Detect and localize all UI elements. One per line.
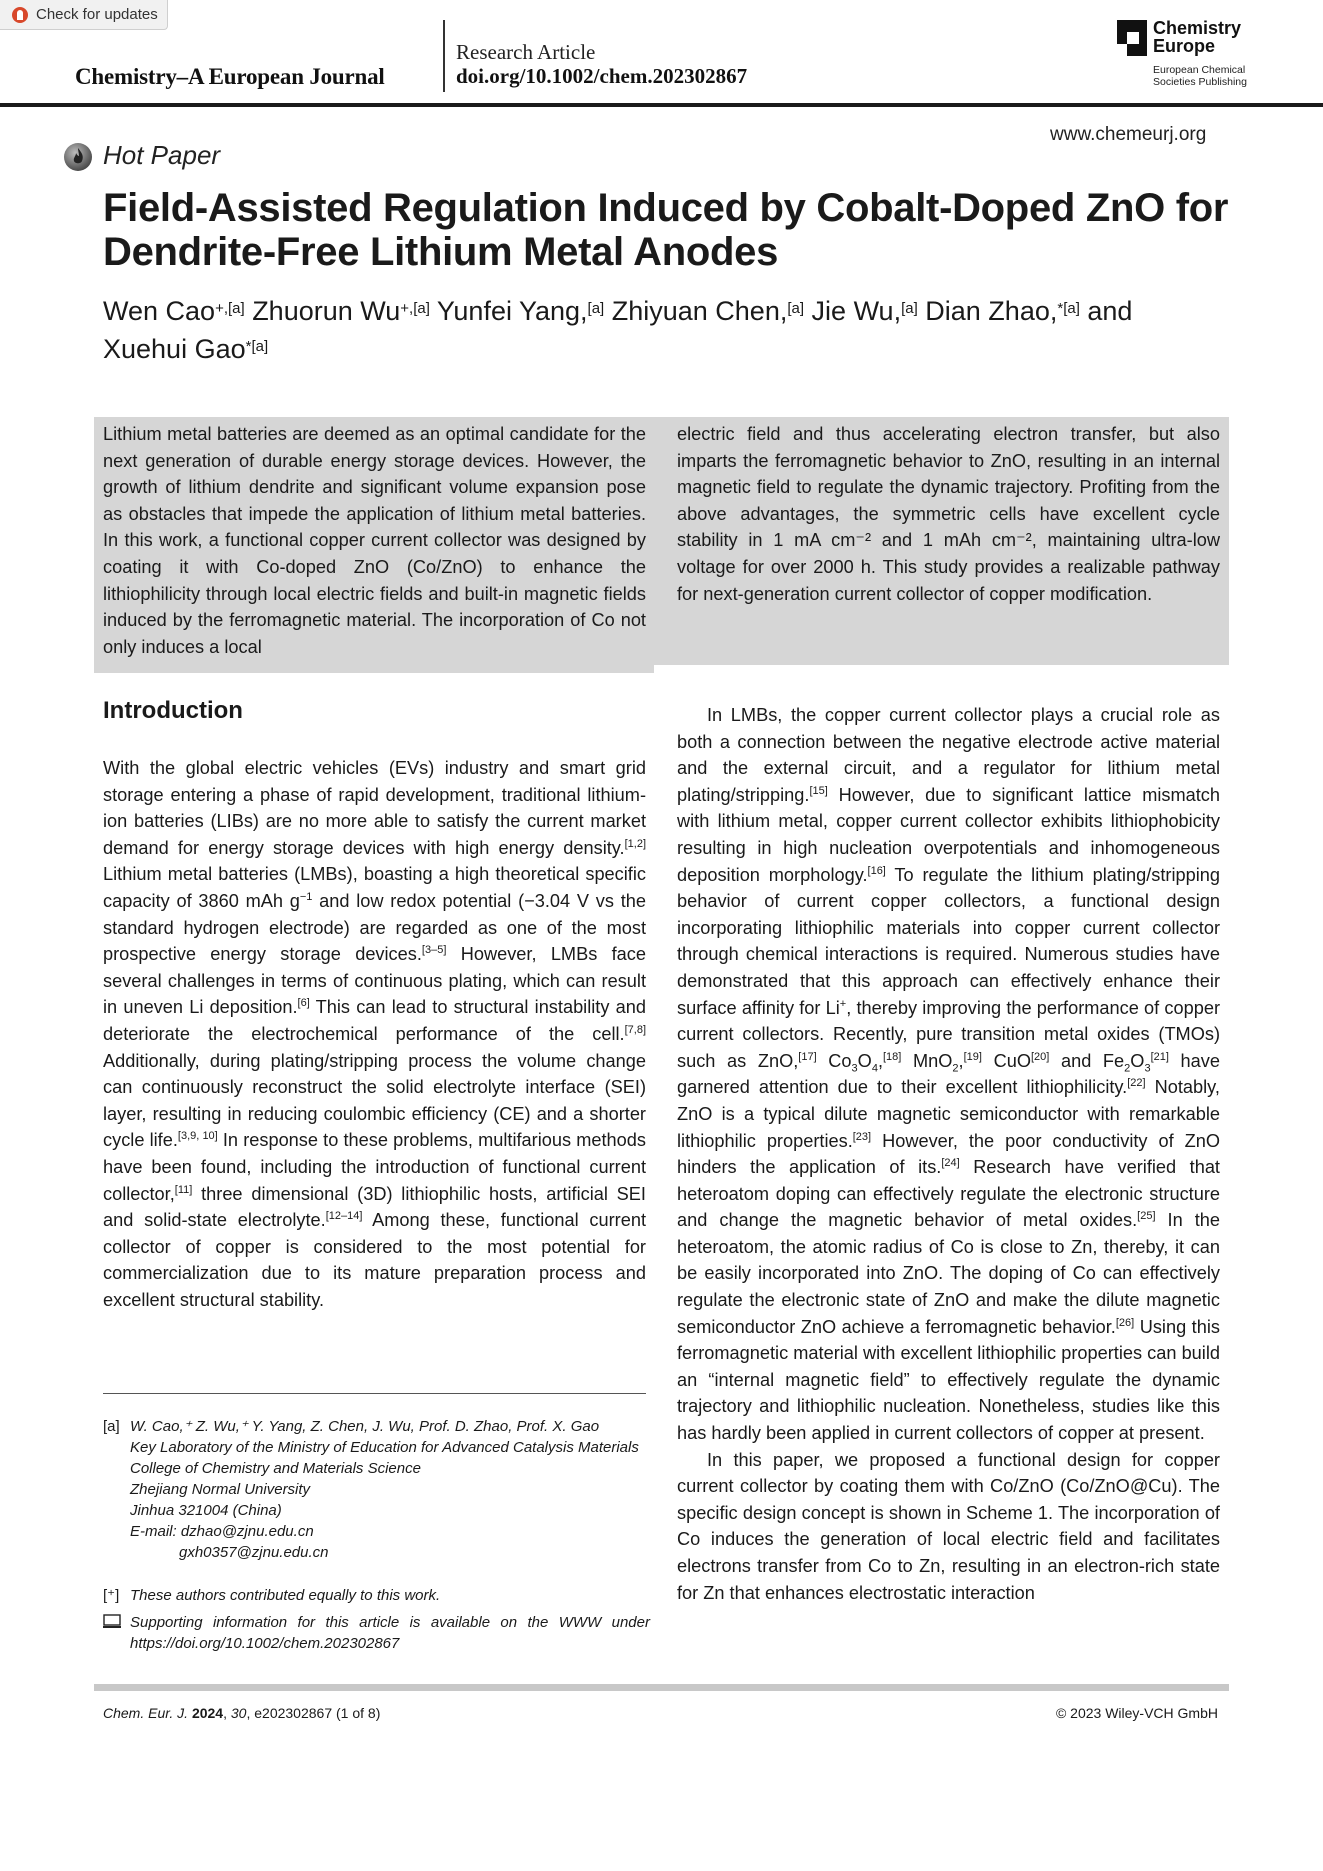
update-icon: [12, 7, 28, 23]
footnote-label: [a]: [103, 1418, 120, 1435]
chemistry-europe-logo-icon: [1117, 20, 1147, 56]
footer-volume: 30: [230, 1705, 247, 1721]
publisher-sub-line-2: Societies Publishing: [1153, 76, 1247, 88]
section-title: Introduction: [103, 697, 243, 724]
footnote-label: [⁺]: [103, 1587, 120, 1604]
author-affiliation: +,[a]: [400, 300, 430, 317]
hot-paper-tag: Hot Paper: [103, 140, 221, 170]
author: Jie Wu,: [811, 296, 902, 326]
header-divider: [443, 20, 445, 92]
author: Yunfei Yang,: [436, 296, 588, 326]
check-for-updates-button[interactable]: [0, 0, 168, 30]
abstract-left-column: Lithium metal batteries are deemed as an optimal candidate for the next generation of durable energy storage devices. However, the growth of lithium dendrite and significant volume expansion pose as obstacles that impede the application of lithium metal batteries. In this work, a functional copper current collector was designed by coating it with Co-doped ZnO (Co/ZnO) to enhance the lithiophilicity through local electric fields and built-in magnetic fields induced by the ferromagnetic material. The incorporation of Co not only induces a local: [103, 424, 646, 657]
body-paragraph: In this paper, we proposed a functional design for copper current collector by coating them with Co/ZnO (Co/ZnO@Cu). The specific design concept is shown in Scheme 1. The incorporation of Co induces the generation of local electric field and facilitates electrons transfer from Co to Zn, resulting in an electron-rich state for Zn that enhances electrostatic interaction: [677, 1449, 1220, 1603]
article-title: Field-Assisted Regulation Induced by Cobalt-Doped ZnO for Dendrite-Free Lithium Metal Anodes: [103, 186, 1229, 274]
author: Xuehui Gao: [103, 334, 246, 364]
journal-name: Chemistry–A European Journal: [75, 64, 385, 89]
body-paragraph: In LMBs, the copper current collector plays a crucial role as both a connection between the negative electrode active material and the external circuit, and a regulator for lithium metal plating/stripping.[15] However, due to significant lattice mismatch with lithium metal, copper current collector exhibits lithiophobicity resulting in high nucleation overpotentials and inhomogeneous deposition morphology.[16] To regulate the lithium plating/stripping behavior of current copper collectors, a functional design incorporating lithiophilic materials into copper current collector through chemical interactions is required. Numerous studies have demonstrated that this approach can effectively enhance their surface affinity for Li+, thereby improving the performance of copper current collectors. Recently, pure transition metal oxides (TMOs) such as ZnO,[17] $Co_3O_4,[18]$ MnO$_2$,[19] CuO[20] and $Fe_2O_3[21]$ have garnered attention due to their excellent lithiophilicity.[22] Notably, ZnO is a typical dilute magnetic semiconductor with remarkable lithiophilic properties.[23] However, the poor conductivity of ZnO hinders the application of its.[24] Research have verified that heteroatom doping can effectively regulate the electronic structure and change the magnetic behavior of metal oxides.[25] In the heteroatom, the atomic radius of Co is close to Zn, thereby, it can be easily incorporated into ZnO. The doping of Co can effectively regulate the electronic state of ZnO and make the dilute magnetic semiconductor ZnO achieve a ferromagnetic behavior.[26] Using this ferromagnetic material with excellent lithiophilic properties can build an “internal magnetic field” to effectively regulate the dynamic trajectory and lithiophilic nucleation. Nonetheless, studies like this has hardly been applied in current collectors of copper at present.: [677, 705, 1221, 1444]
footer-rule: [94, 1684, 1229, 1691]
publisher-name-line-1: Chemistry: [1153, 18, 1242, 38]
publisher-sub-line-1: European Chemical: [1153, 64, 1246, 76]
footnote-line: Zhejiang Normal University: [130, 1481, 311, 1498]
footer-journal-abbr: Chem. Eur. J.: [103, 1705, 189, 1721]
author-affiliation: [a]: [587, 300, 605, 317]
footnote-line: Jinhua 321004 (China): [130, 1502, 282, 1519]
publisher-logo-text: [1153, 19, 1241, 55]
author-affiliation: [a]: [901, 300, 918, 317]
body-left-column: [103, 755, 646, 1313]
footnote-line: College of Chemistry and Materials Science: [130, 1460, 421, 1477]
email-link[interactable]: gxh0357@zjnu.edu.cn: [179, 1544, 329, 1561]
footnote-line: Key Laboratory of the Ministry of Education for Advanced Catalysis Materials: [130, 1439, 639, 1456]
author: Zhuorun Wu: [252, 296, 401, 326]
author-affiliation: +,[a]: [215, 300, 245, 317]
affiliation-footnote: [130, 1416, 650, 1563]
body-paragraph: With the global electric vehicles (EVs) industry and smart grid storage entering a phase of rapid development, traditional lithium-ion batteries (LIBs) are no more able to satisfy the current market demand for energy storage devices with high energy density.[1,2] Lithium metal batteries (LMBs), boasting a high theoretical specific capacity of 3860 mAh $g^{-1}$ and low redox potential (−3.04 V vs the standard hydrogen electrode) are regarded as one of the most prospective energy storage devices.[3–5] However, LMBs face several challenges in terms of continuous plating, which can result in uneven Li deposition.[6] This can lead to structural instability and deteriorate the electrochemical performance of the cell.[7,8] Additionally, during plating/stripping process the volume change can continuously reconstruct the solid electrolyte interface (SEI) layer, resulting in reducing coulombic efficiency (CE) and a shorter cycle life.[3,9, 10] In response to these problems, multifarious methods have been found, including the introduction of functional current collector,[11] three dimensional (3D) lithiophilic hosts, artificial SEI and solid-state electrolyte.[12–14] Among these, functional current collector of copper is considered to the most potential for commercialization due to its mature preparation process and excellent structural stability.: [103, 758, 647, 1310]
supporting-info-note[interactable]: Supporting information for this article is available on the WWW under https://doi.org/10.1002/chem.202302867: [130, 1614, 650, 1652]
journal-website-link[interactable]: www.chemeurj.org: [1050, 124, 1207, 145]
footnote-rule: [103, 1393, 646, 1394]
author-conjunction: and: [1087, 296, 1133, 326]
author-list: [103, 292, 1223, 368]
article-type: Research Article: [456, 40, 596, 64]
author: Wen Cao: [103, 296, 216, 326]
equal-contribution-note: These authors contributed equally to this work.: [130, 1587, 441, 1604]
author-affiliation: *[a]: [245, 338, 269, 355]
footnote-line: W. Cao,⁺ Z. Wu,⁺ Y. Yang, Z. Chen, J. Wu, Prof. D. Zhao, Prof. X. Gao: [130, 1418, 600, 1435]
footer-year: 2024: [191, 1705, 224, 1721]
abstract-right-column: electric field and thus accelerating electron transfer, but also imparts the ferromagnetic behavior to ZnO, resulting in an internal magnetic field to regulate the dynamic trajectory. Profiting from the above advantages, the symmetric cells have excellent cycle stability in 1 mA cm⁻² and 1 mAh cm⁻², maintaining ultra-low voltage for over 2000 h. This study provides a realizable pathway for next-generation current collector of copper modification.: [677, 424, 1220, 604]
body-right-column: [677, 702, 1220, 1606]
footer-citation: Chem. Eur. J. 2024, 30, e202302867 (1 of 8): [103, 1705, 381, 1721]
hot-paper-icon: [63, 142, 93, 172]
author: Dian Zhao,: [925, 296, 1058, 326]
author-affiliation: [a]: [787, 300, 805, 317]
check-for-updates-label: Check for updates: [36, 6, 158, 23]
footer-article-number: e202302867 (1 of 8): [254, 1705, 381, 1721]
computer-icon: [103, 1614, 121, 1629]
email-link[interactable]: E-mail: dzhao@zjnu.edu.cn: [130, 1523, 314, 1540]
author-affiliation: *[a]: [1057, 300, 1080, 317]
publisher-subtitle: [1153, 64, 1247, 88]
doi-link[interactable]: doi.org/10.1002/chem.202302867: [456, 64, 748, 88]
publisher-name-line-2: Europe: [1153, 36, 1216, 56]
header-rule: [0, 103, 1323, 107]
footer-copyright: © 2023 Wiley-VCH GmbH: [1055, 1705, 1218, 1721]
author: Zhiyuan Chen,: [611, 296, 788, 326]
